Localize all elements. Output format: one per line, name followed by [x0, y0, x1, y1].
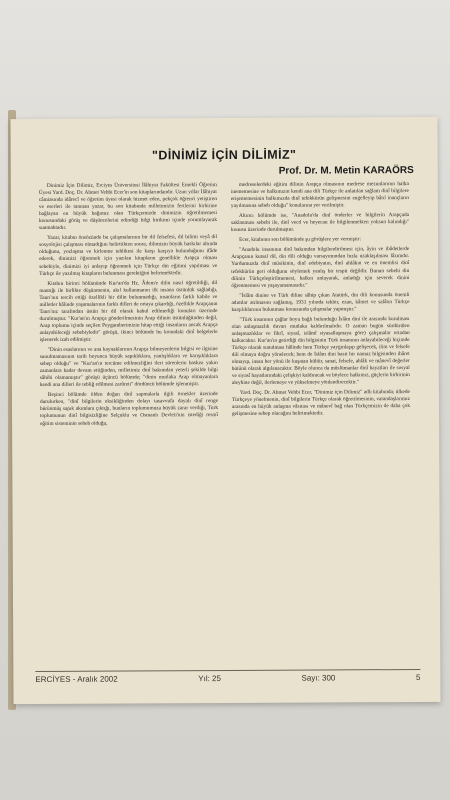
journal-year: Yıl: 25 [198, 674, 221, 684]
paragraph: Altıncı bölümde ise, "Anadolu'da dinî önderler ve bilgilerin Arapçada saklanması sebebi ile, dinî vecd ve heyecan ile bilgilenmekten yoksun kalındığı" konusu üzerinde durulmuştur. [231, 212, 410, 234]
journal-issue: Sayı: 300 [301, 673, 336, 683]
paragraph: Kitabın birinci bölümünde Kur'an'da Hz. Âdem'e dilin nasıl öğretildiği, dil mantığı ile birlikte düşünmenin, akıl kullanmanın ilk insana üstünlük sağladığı, Tanrı'nın tercih ettiği özellikli bir dilin bulunmadığı, insanların farklı kabile ve milletler hâlinde yaşamalarının farklı dilleri de ortaya çıkardığı, özellikle Arapçanın Tanrı'nız tarafından üstün bir dil olarak kabul edilmediği konuları üzerinde durulmuştur. "Kur'an'ın Arapça gönderilmesinin Arap dilinin üstünlüğünden değil, Arap toplumu içinde seçilen Peygamberimizin hitap ettiği insanların ancak Arapça anlayabileceği sebebiyledir" görüşü, ikinci bölümde bu konudaki dinî belgelerle işlenerek izah edilmiştir. [39, 279, 218, 343]
right-column [231, 181, 410, 421]
magazine-page [10, 117, 440, 704]
article-title: "DİNİMİZ İÇİN DİLİMİZ" [152, 147, 297, 163]
paragraph: Yard. Doç. Dr. Ahmet Vehbi Ecer, "Dinimiz için Dilimiz" adlı kitabında; ülkede Türkçeye yönelmenin, dinî bilgilerin Türkçe olarak öğretilmesinin, vatandaşlarımız arasında en büyük anlaşma vâsıtası ve mânevî bağ olan Türkçemizin de daha çok gelişmesine sebep olacağını belirtmektedir. [231, 389, 410, 418]
paragraph: "Türk insanının çağlar boyu bağlı bulunduğu İslâm dini ile arasında kurulması olan anlaşmazlık duvarı mutlaka kaldırılmalıdır. O zaman bugün sürdürülen anlaşmazlıklar ve fikrî, siyasî, islâmî siyasallaşmaya göre) çalışmalar ortadan kalkacaktır. Kur'an'ın getirdiği din bilgisinin Türk insanının anlayabileceği biçimde Türkçe olarak sunulması hâlinde hem Türkçe yaygınlaşıp gelişecek, ilim ve felsefe dili olmaya doğru yönelecek; hem de İslâm dini basit bir namaz bilgisinden ibâret olmayıp, insan her yönü ile kuşatan kültür, sanat, felsefe, ahlâk ve mânevî değerler bütünü olarak algılanacaktır. Böyle olunca da müslümanlar dinî hayatları ile sosyal ve siyasî hayatlarındaki çelişkiyi kaldıracak ve böylece halkımız, güçlerin birbirinin aleyhine değil, ilerlemeye ve yükselmeye yönlendirecektir." [231, 315, 410, 387]
left-column [39, 182, 218, 430]
page-footer [35, 673, 420, 684]
paragraph: "Dinin esaslarının ve ana kaynaklarının Arapça bilmeyenlerin bilgisi ve ilgisine sunulmamasının tarih boyunca büyük sapıklıklara, yanlışlıklara ve karışıklıklara sebep olduğu" ve "Kur'an'ın tercüme edilmezliğini ileri sürenlerin baskısı yakın zamanlara kadar devam ettiğinden, milletimiz dinî bakımdan yeterli şekilde bilgi sâhibi olamamıştır" görüşü üçüncü bölümde; "dinin mutlaka Arap olmayanlara kendi ana dilleri ile tebliğ edilmesi zarûreti" dördüncü bölümde işlenmiştir. [39, 346, 218, 389]
page-number: 5 [415, 672, 421, 683]
paragraph: Beşinci bölümde ölden doğan dinî sapmalarla ilgili örnekler üzerinde durulurken, "dinî bilgilerin eksikliğinden dolayı tasavvufa dayalı dinî renge bürünmüş sapık akımlara çıktığı, bunların toplumumuza büyük zarar verdiği, Türk toplumunun dinî bilgisizliğine Selçuklu ve Osmanlı Devleti'nin istediği resmî eğitim sisteminin sebeb olduğu, [39, 391, 219, 427]
journal-name: ERCİYES - Aralık 2002 [35, 674, 118, 684]
paragraph: Ecer, kitabının son bölümünde şu görüşlere yer vermiştir: [239, 236, 362, 244]
article-author: Prof. Dr. M. Metin KARAÖRS [278, 165, 414, 177]
paragraph: medreselerdeki eğitim dilinin Arapça olmasının medrese mezunlarının halka inememesine ve halkımızın kendi ana dili Türkçe ile anlatılan sağlam dinî bilgilere erişememesinin halkımızda dinî tefekkürün gelişmesini engelleyip bâtıl inançların yayılmasına sebeb olduğu" konularına yer verilmiştir. [230, 181, 409, 210]
paragraph: "Anadolu insanının dinî bakımdan bilgilendirilmesi için, âyin ve ibâdetlerde Arapçanın kutsal dil, din dili olduğu varsayımından hızla uzaklaşılması lâzımdır. Yurdumuzda dinî müsikinin, dinî edebiyatın, dinî ahlâkın ve en önemlisi dinî tefekkürün geri olduğunu söylemek yanlış bir tespit değildir. Bunun sebebi din dilinin Türkçeleştirilmemesi, halkın anlayarak, anladığı için severek dinini öğrenmemesi ve yaşayamamasıdır." [231, 246, 410, 289]
paragraph: "İslâm dinine ve Türk diline sâhip çıkan Atatürk, din dili konusunda önemli adımlar atılmasını sağlamış, 1931 yılında tekbir, ezan, kâmet ve salâtın Türkçe karşılıklarının bulunması konusunda çalışmalar yapmıştır." [231, 291, 410, 313]
paragraph: Dinimiz İçin Dilimiz, Erciyes Üniversitesi İlâhiyat Fakültesi Emekli Öğretim Üyesi Yard. Doç. Dr. Ahmet Vehbi Ecer'in son kitaplarındandır. Uzun yıllar İlâhiyat câmiasında idârecî ve öğretim üyesi olarak hizmet eden, pekçok öğrenci yetiştiren ve eserleri ile tanınan yazar, bu son kitabında milletimizin fertlerini birbirine bağlayan en büyük bağımız olan Türkçemizde dinimizin öğretilmemesi konusundaki görüş ve düşüncelerini edindiği bilgi birikimi içinde yorumlayarak sunmaktadır. [38, 182, 218, 232]
footer-rule [35, 669, 420, 672]
paragraph: Yazar, kitabın önsözünde bu çalışmalarının bir dil felsefesi, dil bilimi veyâ dil sosyolojisi çalışması olmadığını belirttikten sonra, dilimizin büyük baskılar altında olduğunu, yozlaşma ve kirlenme tehlikesi ile karşı karşıya bulunduğunu ifâde ederek, dinimizi öğretmek için yazılan kitapların genellikle Arapça olması sebebiyle, dinimizi iyi anlayıp öğrenmek için Türkçe din eğitimi yapılması ve Türkçe ile yazılmış kitapların bulunması gerektiğini belirtmektedir. [39, 234, 218, 277]
